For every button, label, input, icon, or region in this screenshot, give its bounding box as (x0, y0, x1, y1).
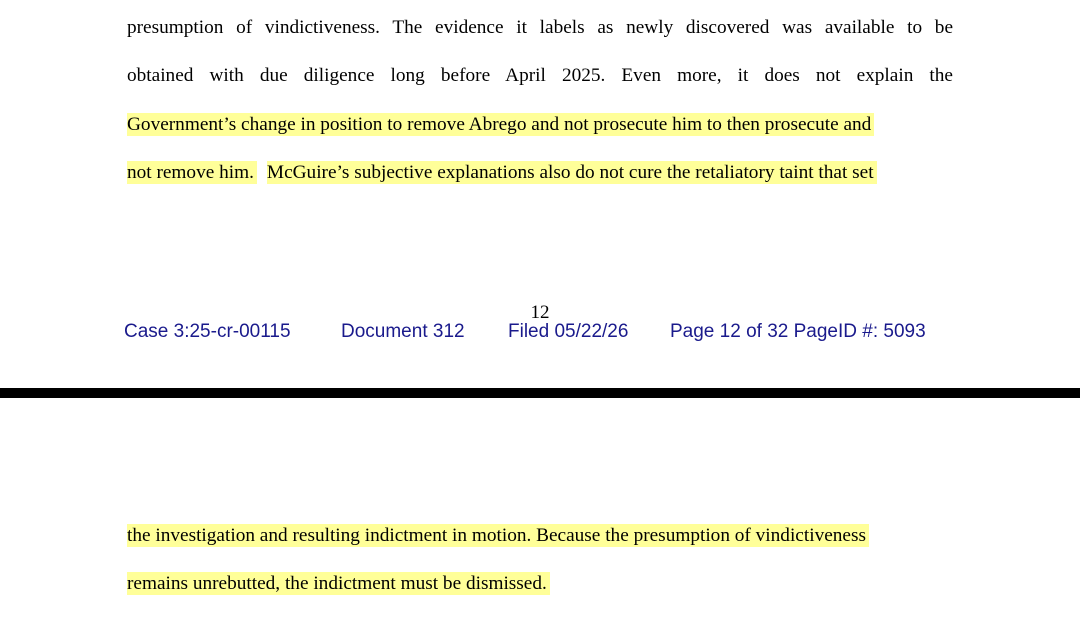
document-number-stamp: Document 312 (341, 321, 465, 342)
page-id-stamp: Page 12 of 32 PageID #: 5093 (670, 321, 926, 342)
body-text-line-5 (127, 524, 953, 548)
page-number: 12 (530, 302, 550, 323)
highlighted-text: Government’s change in position to remove Abrego and not prosecute him to then prosecute and (127, 113, 874, 136)
case-number-stamp: Case 3:25-cr-00115 (124, 321, 291, 342)
body-text-line-4 (127, 161, 953, 185)
highlighted-text: not remove him. (127, 161, 257, 184)
highlighted-text: the investigation and resulting indictment in motion. Because the presumption of vindictiveness (127, 524, 869, 547)
body-text-line-1: presumption of vindictiveness. The evidence it labels as newly discovered was available to be (127, 17, 953, 38)
page-separator (0, 388, 1080, 398)
body-text-line-2: obtained with due diligence long before April 2025. Even more, it does not explain the (127, 65, 953, 86)
document-page-bottom (0, 398, 1080, 618)
highlighted-text: McGuire’s subjective explanations also do not cure the retaliatory taint that set (267, 161, 877, 184)
body-text-line-3 (127, 113, 953, 137)
highlighted-text: remains unrebutted, the indictment must be dismissed. (127, 572, 550, 595)
filed-date-stamp: Filed 05/22/26 (508, 321, 629, 342)
body-text-line-6 (127, 572, 953, 596)
